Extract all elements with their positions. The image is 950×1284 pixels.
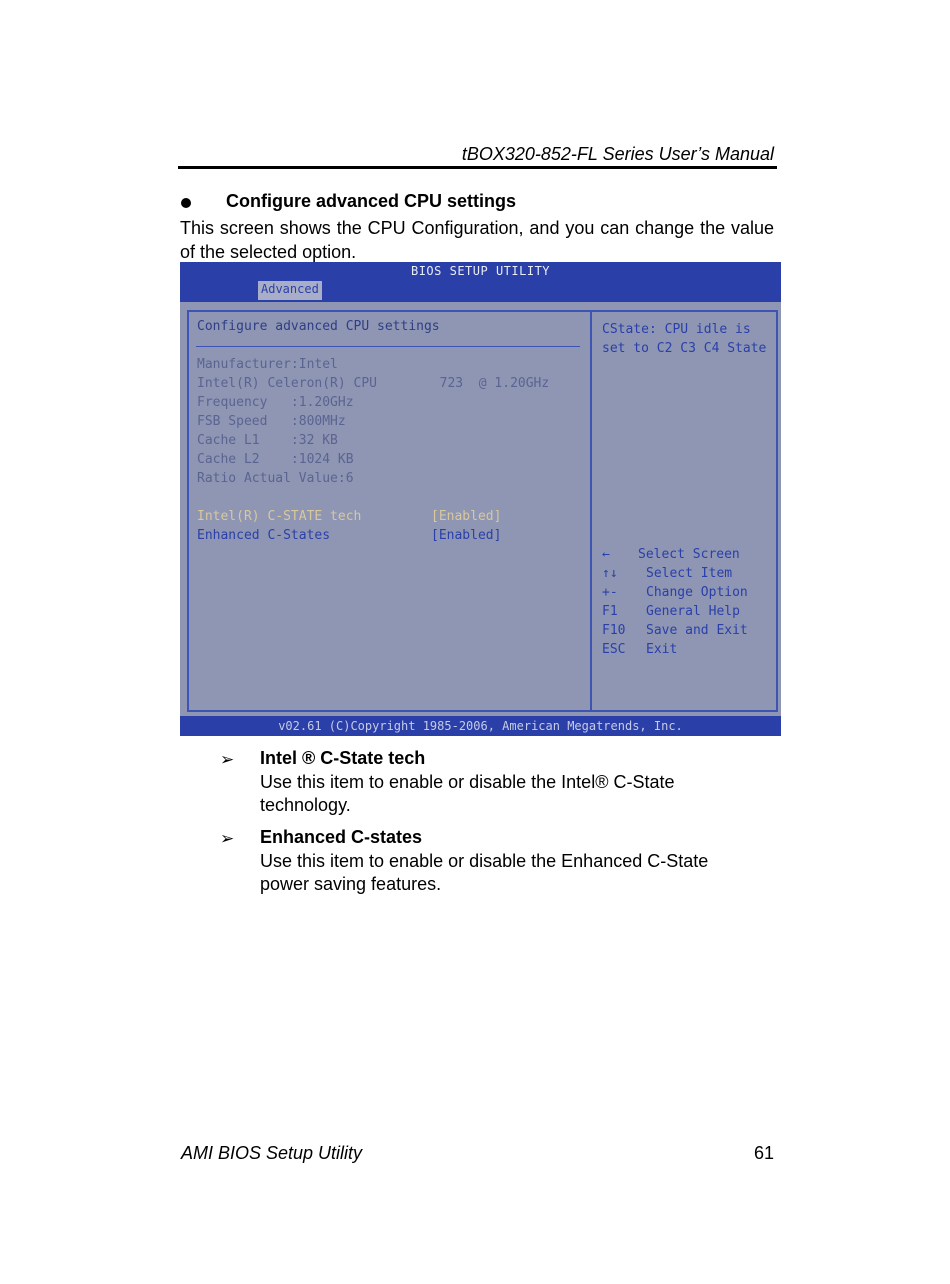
bios-key-label-exit: Exit	[646, 642, 678, 657]
bios-screenshot	[180, 262, 781, 736]
bios-option-cstate-value[interactable]: [Enabled]	[431, 509, 502, 524]
bios-option-enhanced-label[interactable]: Enhanced C-States	[197, 528, 331, 543]
section-intro: This screen shows the CPU Configuration, and you can change the value of the selected option.	[180, 218, 774, 262]
bios-option-cstate-label[interactable]: Intel(R) C-STATE tech	[197, 509, 362, 524]
bullet-icon	[181, 198, 191, 208]
arrow-bullet-icon: ➢	[220, 829, 235, 848]
bios-info-ratio: Ratio Actual Value:6	[197, 471, 354, 486]
bios-key-left-arrow: ←	[602, 547, 610, 562]
bios-info-cache-l1: Cache L1 :32 KB	[197, 433, 338, 448]
page-number: 61	[753, 1143, 774, 1163]
bios-key-f1: F1	[602, 604, 618, 619]
arrow-bullet-icon: ➢	[220, 750, 235, 769]
item-desc-enhanced: Use this item to enable or disable the Enhanced C-State power saving features.	[260, 851, 709, 894]
bios-key-f10: F10	[602, 623, 626, 638]
bios-key-up-down: ↑↓	[602, 566, 618, 581]
bios-option-enhanced-value[interactable]: [Enabled]	[431, 528, 502, 543]
bios-key-plus-minus: +-	[602, 585, 618, 600]
section-title: Configure advanced CPU settings	[226, 191, 517, 211]
bios-info-cache-l2: Cache L2 :1024 KB	[197, 452, 354, 467]
footer-section-title: AMI BIOS Setup Utility	[181, 1143, 363, 1163]
bios-key-label-change-option: Change Option	[646, 585, 748, 600]
bios-info-cpu: Intel(R) Celeron(R) CPU 723 @ 1.20GHz	[197, 376, 550, 391]
page-header-title: tBOX320-852-FL Series User’s Manual	[461, 144, 774, 164]
bios-tab-advanced[interactable]: Advanced	[258, 281, 322, 300]
bios-info-manufacturer: Manufacturer:Intel	[197, 357, 338, 372]
bios-key-label-select-screen: Select Screen	[638, 547, 740, 562]
bios-key-label-select-item: Select Item	[646, 566, 733, 581]
bios-key-label-save-exit: Save and Exit	[646, 623, 748, 638]
bios-key-label-general-help: General Help	[646, 604, 740, 619]
item-title-cstate: Intel ® C-State tech	[260, 748, 426, 768]
bios-info-fsb: FSB Speed :800MHz	[197, 414, 346, 429]
header-rule	[178, 166, 777, 169]
bios-info-frequency: Frequency :1.20GHz	[197, 395, 354, 410]
item-title-enhanced: Enhanced C-states	[260, 827, 423, 847]
item-desc-cstate: Use this item to enable or disable the Intel® C-State technology.	[260, 772, 675, 815]
bios-title: BIOS SETUP UTILITY	[410, 264, 551, 278]
bios-key-esc: ESC	[602, 642, 626, 657]
bios-main-rule	[196, 346, 580, 347]
bios-main-title: Configure advanced CPU settings	[197, 319, 440, 334]
bios-help-text: CState: CPU idle is set to C2 C3 C4 State	[602, 322, 767, 356]
bios-copyright: v02.61 (C)Copyright 1985-2006, American Megatrends, Inc.	[278, 719, 683, 733]
